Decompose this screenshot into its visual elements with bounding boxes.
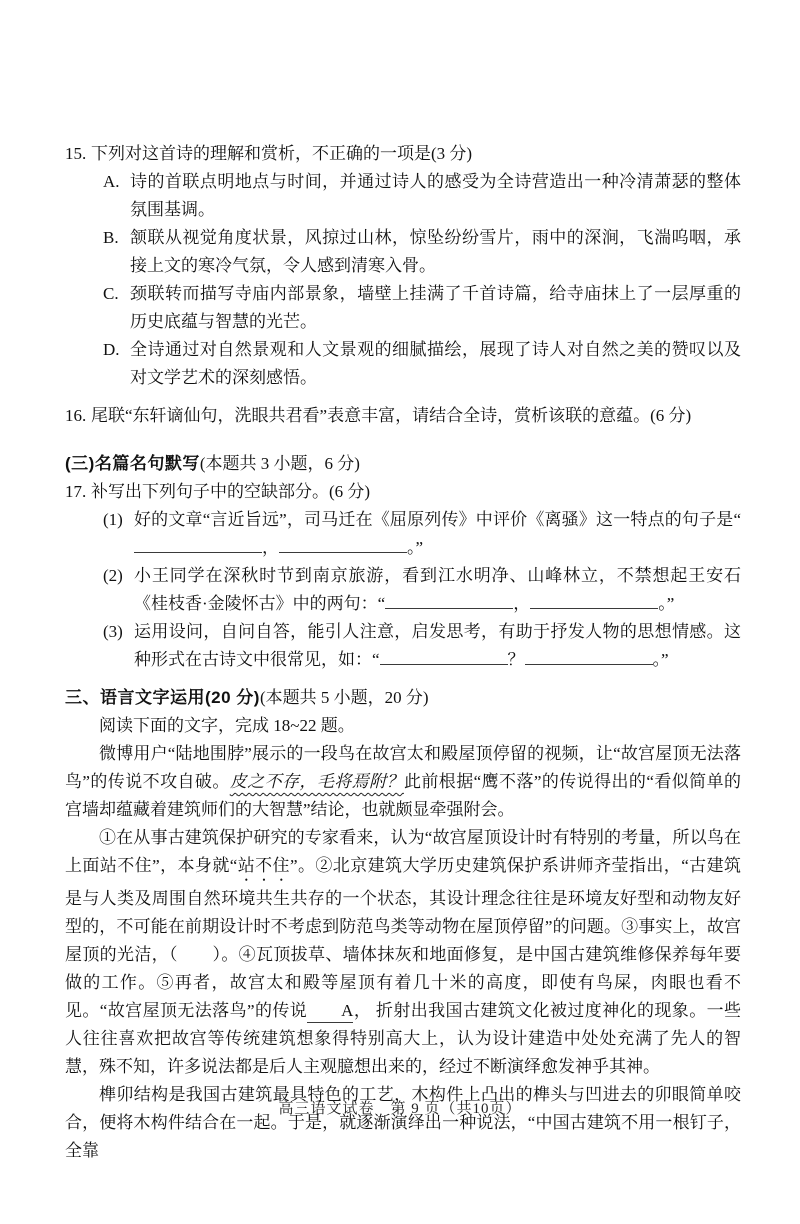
answer-blank xyxy=(134,537,262,553)
answer-blank xyxy=(525,649,653,665)
answer-blank xyxy=(279,537,407,553)
dictation-item-1-end: 。” xyxy=(407,538,424,557)
dictation-item-2-end: 。” xyxy=(658,594,675,613)
reading-intro-text: 阅读下面的文字，完成 18~22 题。 xyxy=(99,716,355,735)
section-heading-yuyong xyxy=(65,684,741,712)
section-heading-moxie-note: (本题共 3 小题，6 分) xyxy=(199,454,360,473)
section-heading-moxie xyxy=(65,450,741,478)
paragraph-1-seg2: 此前根据“鹰不落”的传说得出的“看似简单的宫墙却蕴藏着建筑师们的大智慧”结论，也就颇显牵强附会。 xyxy=(65,772,741,819)
question-17 xyxy=(65,478,741,506)
paragraph-3-text: 榫卯结构是我国古建筑最具特色的工艺，木构件上凸出的榫头与凹进去的卯眼简单咬合，便将木构件结合在一起。于是，就逐渐演绎出一种说法，“中国古建筑不用一根钉子，全靠 xyxy=(65,1085,741,1160)
dictation-item-1-pre: 好的文章“言近旨远”，司马迁在《屈原列传》中评价《离骚》这一特点的句子是“ xyxy=(134,510,741,529)
option-c xyxy=(103,280,741,336)
passage-paragraph-3 xyxy=(65,1081,741,1165)
paragraph-2-seg1: ①在从事古建筑保护研究的专家看来，认为“故宫屋顶设计时有特别的考量，所以鸟在上面站不住”，本身就“ xyxy=(65,828,741,875)
question-17-items xyxy=(103,506,741,674)
passage-paragraph-1 xyxy=(65,740,741,824)
option-d-text: 全诗通过对自然景观和人文景观的细腻描绘，展现了诗人对自然之美的赞叹以及对文学艺术的深刻感悟。 xyxy=(130,340,741,387)
dictation-item-2-mid: ， xyxy=(513,594,531,613)
dictation-item-2-label: (2) xyxy=(103,566,123,585)
option-d xyxy=(103,336,741,392)
wavy-underlined-phrase: 皮之不存，毛将焉附？ xyxy=(229,772,404,791)
dictation-item-1-label: (1) xyxy=(103,510,123,529)
question-17-number: 17. xyxy=(65,482,87,501)
paragraph-2-seg2: ”。②北京建筑大学历史建筑保护系讲师齐莹指出，“古建筑是与人类及周围自然环境共生共存的一个状态，其设计理念往往是环境友好型和动物友好型的，不可能在前期设计时不考虑到防范鸟类等动物在屋顶停留”的问题。③事实上，故宫屋顶的光洁，（ ）。④瓦顶拔草、墙体抹灰和地面修复，是中国古建筑维修保养每年要做的工作。⑤再者，故宫太和殿等屋顶有着几十米的高度，即使有鸟屎，肉眼也看不见。“故宫屋顶无法落鸟”的传说 xyxy=(65,856,742,1020)
passage-paragraph-2 xyxy=(65,824,741,1081)
question-15 xyxy=(65,140,741,168)
dictation-item-2-pre: 小王同学在深秋时节到南京旅游，看到江水明净、山峰林立，不禁想起王安石 《桂枝香·金陵怀古》中的两句：“ xyxy=(134,566,741,613)
dictation-item-3 xyxy=(103,618,741,674)
question-17-stem: 补写出下列句子中的空缺部分。(6 分) xyxy=(91,482,371,501)
question-15-stem: 下列对这首诗的理解和赏析，不正确的一项是(3 分) xyxy=(91,144,473,163)
dictation-item-3-label: (3) xyxy=(103,622,123,641)
option-a xyxy=(103,168,741,224)
blank-a-label: A xyxy=(307,1000,353,1023)
option-c-text: 颈联转而描写寺庙内部景象，墙壁上挂满了千首诗篇，给寺庙抹上了一层厚重的历史底蕴与智慧的光芒。 xyxy=(130,284,741,331)
answer-blank xyxy=(530,593,658,609)
dictation-item-2 xyxy=(103,562,741,618)
option-b-text: 颔联从视觉角度状景，风掠过山林，惊坠纷纷雪片，雨中的深涧，飞湍呜咽，承接上文的寒冷气氛，令人感到清寒入骨。 xyxy=(130,228,741,275)
question-16 xyxy=(65,402,741,430)
page-content xyxy=(65,140,741,1165)
answer-blank xyxy=(385,593,513,609)
question-15-options xyxy=(103,168,741,392)
section-heading-moxie-title: (三)名篇名句默写 xyxy=(65,454,200,473)
section-heading-yuyong-title: 三、语言文字运用(20 分) xyxy=(65,688,260,707)
paragraph-1-seg1: 微博用户“陆地围脖”展示的一段鸟在故宫太和殿屋顶停留的视频，让“故宫屋顶无法落鸟”的传说不攻自破。 xyxy=(65,744,741,791)
section-heading-yuyong-note: (本题共 5 小题，20 分) xyxy=(259,688,429,707)
option-a-text: 诗的首联点明地点与时间，并通过诗人的感受为全诗营造出一种冷清萧瑟的整体氛围基调。 xyxy=(130,172,741,219)
question-15-number: 15. xyxy=(65,144,87,163)
paragraph-2-seg3: ， 折射出我国古建筑文化被过度神化的现象。一些人往往喜欢把故宫等传统建筑想象得特别高大上，认为设计建造中处处充满了先人的智慧，殊不知，许多说法都是后人主观臆想出来的，经过不断演绎愈发神乎其神。 xyxy=(65,1001,742,1076)
dot-emphasized-phrase: 站不住 xyxy=(237,856,290,875)
answer-blank xyxy=(380,649,508,665)
option-b xyxy=(103,224,741,280)
dictation-item-3-end: 。” xyxy=(652,650,669,669)
option-a-letter: A. xyxy=(103,172,120,191)
dictation-item-1 xyxy=(103,506,741,562)
question-16-text: 尾联“东轩谪仙句，洗眼共君看”表意丰富，请结合全诗，赏析该联的意蕴。(6 分) xyxy=(91,406,692,425)
option-d-letter: D. xyxy=(103,340,120,359)
option-b-letter: B. xyxy=(103,228,119,247)
dictation-item-3-mid: ？ xyxy=(507,650,525,669)
page-footer xyxy=(0,1097,800,1118)
question-16-number: 16. xyxy=(65,406,87,425)
dictation-item-3-pre: 运用设问，自问自答，能引人注意，启发思考，有助于抒发人物的思想情感。这种形式在古诗文中很常见，如：“ xyxy=(134,622,741,669)
page-footer-text: 高三语文试卷 第 9 页（共10页） xyxy=(278,1101,522,1117)
reading-intro xyxy=(65,712,741,740)
option-c-letter: C. xyxy=(103,284,119,303)
dictation-item-1-mid: ， xyxy=(262,538,279,557)
